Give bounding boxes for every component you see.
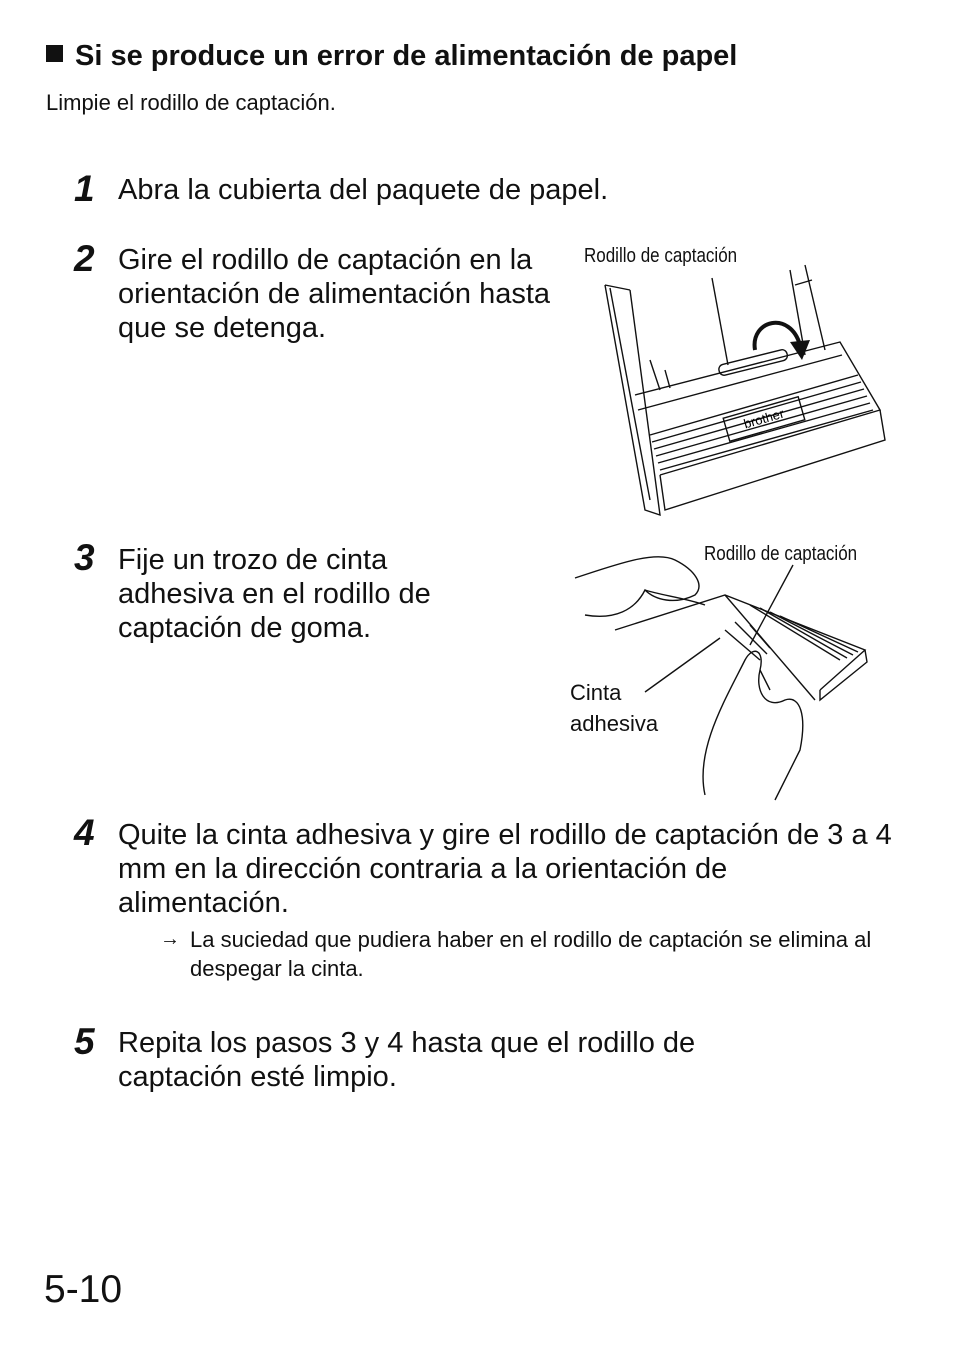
figure2-tape-label-line2: adhesiva bbox=[570, 711, 659, 736]
step-text-4: Quite la cinta adhesiva y gire el rodillo de captación de 3 a 4 mm en la dirección contraria a la orientación de alimentación. bbox=[118, 819, 892, 919]
step-text-1: Abra la cubierta del paquete de papel. bbox=[118, 174, 609, 206]
step-number-1: 1 bbox=[74, 168, 95, 209]
figure2-roller-label: Rodillo de captación bbox=[704, 543, 858, 565]
step-text-2: Gire el rodillo de captación en la orientación de alimentación hasta que se detenga. bbox=[118, 244, 551, 344]
intro-text: Limpie el rodillo de captación. bbox=[46, 90, 336, 115]
brand-logo: brother bbox=[741, 405, 786, 432]
note-arrow-icon: → bbox=[160, 928, 180, 950]
section-heading-text: Si se produce un error de alimentación de papel bbox=[75, 40, 738, 72]
page-number: 5-10 bbox=[44, 1268, 123, 1311]
step-text-5: Repita los pasos 3 y 4 hasta que el rodillo de captación esté limpio. bbox=[118, 1027, 696, 1093]
step-4-note: La suciedad que pudiera haber en el rodillo de captación se elimina al despegar la cinta. bbox=[190, 927, 872, 981]
step-number-4: 4 bbox=[74, 812, 95, 853]
step-number-3: 3 bbox=[74, 537, 95, 578]
figure1-roller-label: Rodillo de captación bbox=[584, 245, 738, 267]
step-text-3: Fije un trozo de cinta adhesiva en el rodillo de captación de goma. bbox=[118, 544, 431, 644]
figure1-paper-cassette bbox=[590, 260, 890, 520]
step-number-5: 5 bbox=[74, 1021, 95, 1062]
square-bullet-icon bbox=[46, 45, 63, 62]
section-heading bbox=[46, 40, 737, 73]
figure2-tape-label-line1: Cinta bbox=[570, 680, 622, 705]
figure2-hands-with-tape bbox=[575, 550, 875, 805]
step-number-2: 2 bbox=[74, 238, 95, 279]
